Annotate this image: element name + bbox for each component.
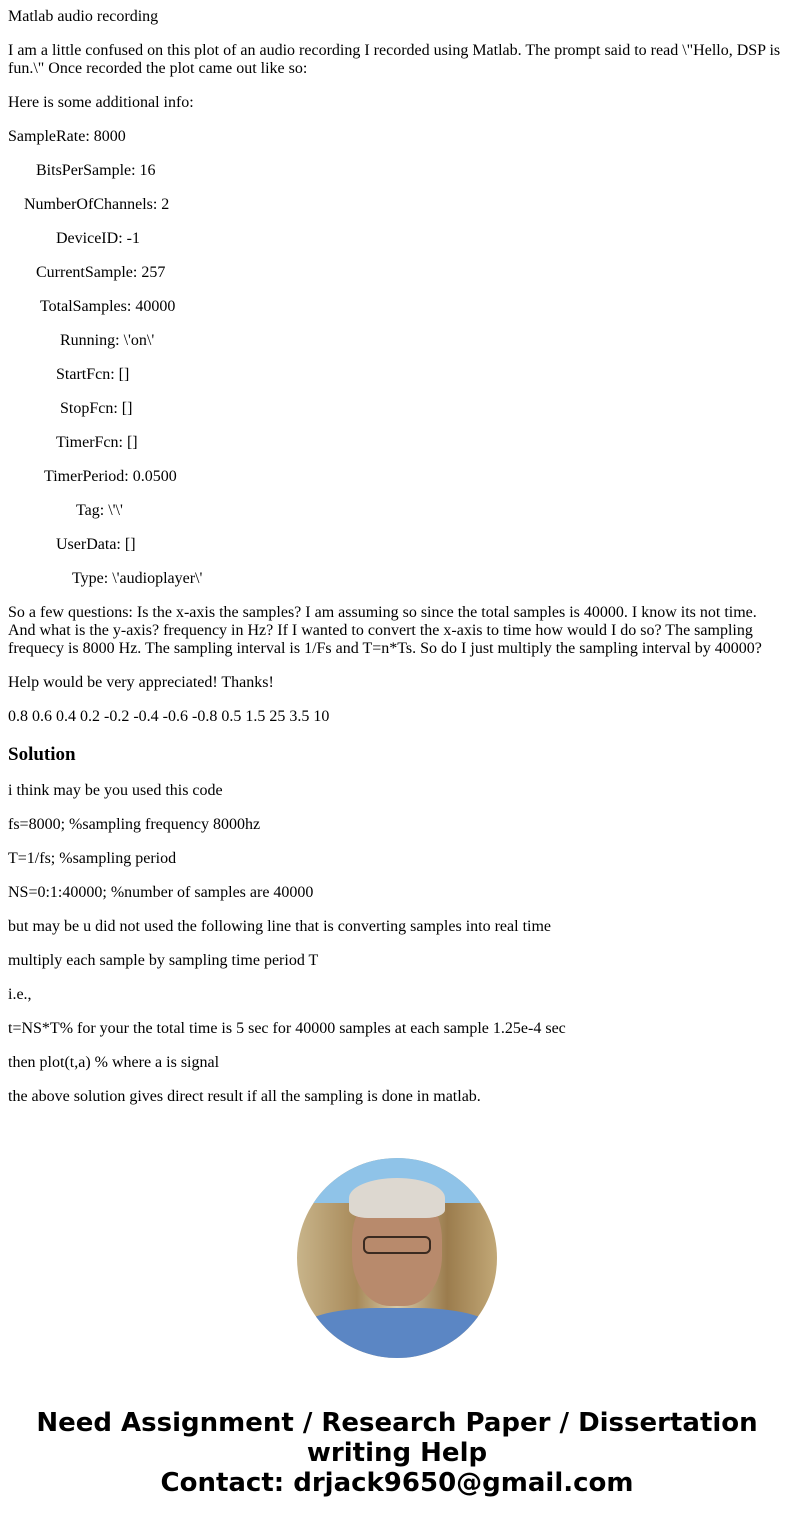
info-item: TimerPeriod: 0.0500 bbox=[44, 468, 177, 485]
footer-banner bbox=[0, 1408, 794, 1498]
solution-line: i think may be you used this code bbox=[8, 782, 223, 799]
additional-info-label: Here is some additional info: bbox=[8, 94, 194, 111]
plot-axis-values: 0.8 0.6 0.4 0.2 -0.2 -0.4 -0.6 -0.8 0.5 1.5 25 3.5 10 bbox=[8, 708, 330, 725]
question-body: So a few questions: Is the x-axis the samples? I am assuming so since the total samples is 40000. I know its not time. And what is the y-axis? frequency in Hz? If I wanted to convert the x-axis to time how would I do so? The sampling frequecy is 8000 Hz. The sampling interval is 1/Fs and T=n*Ts. So do I just multiply the sampling interval by 40000? bbox=[8, 604, 762, 657]
author-photo-container bbox=[0, 1158, 794, 1358]
solution-line: fs=8000; %sampling frequency 8000hz bbox=[8, 816, 261, 833]
info-item: TotalSamples: 40000 bbox=[40, 298, 176, 315]
info-item: BitsPerSample: 16 bbox=[36, 162, 156, 179]
solution-line: t=NS*T% for your the total time is 5 sec for 40000 samples at each sample 1.25e-4 sec bbox=[8, 1020, 566, 1037]
info-item: StartFcn: [] bbox=[56, 366, 130, 383]
question-title: Matlab audio recording bbox=[8, 8, 159, 25]
question-thanks: Help would be very appreciated! Thanks! bbox=[8, 674, 274, 691]
info-item: SampleRate: 8000 bbox=[8, 128, 126, 145]
solution-line: then plot(t,a) % where a is signal bbox=[8, 1054, 220, 1071]
solution-line: T=1/fs; %sampling period bbox=[8, 850, 177, 867]
solution-line: NS=0:1:40000; %number of samples are 40000 bbox=[8, 884, 314, 901]
solution-line: but may be u did not used the following line that is converting samples into real time bbox=[8, 918, 552, 935]
solution-line: multiply each sample by sampling time period T bbox=[8, 952, 319, 969]
glasses-icon bbox=[363, 1236, 431, 1254]
document bbox=[0, 8, 794, 1106]
solution-heading: Solution bbox=[8, 744, 76, 765]
solution-line: the above solution gives direct result if all the sampling is done in matlab. bbox=[8, 1088, 481, 1105]
footer-contact: Contact: drjack9650@gmail.com bbox=[160, 1468, 634, 1498]
info-item: DeviceID: -1 bbox=[56, 230, 140, 247]
info-item: StopFcn: [] bbox=[60, 400, 133, 417]
question-intro: I am a little confused on this plot of an audio recording I recorded using Matlab. The prompt said to read \"Hello, DSP is fun.\" Once recorded the plot came out like so: bbox=[8, 42, 781, 77]
info-item: TimerFcn: [] bbox=[56, 434, 138, 451]
info-item: Running: \'on\' bbox=[60, 332, 155, 349]
info-item: UserData: [] bbox=[56, 536, 136, 553]
info-item: CurrentSample: 257 bbox=[36, 264, 166, 281]
info-item: Type: \'audioplayer\' bbox=[72, 570, 203, 587]
info-item: Tag: \'\' bbox=[76, 502, 123, 519]
author-avatar bbox=[297, 1158, 497, 1358]
solution-line: i.e., bbox=[8, 986, 32, 1003]
footer-help-text: Need Assignment / Research Paper / Dissertation writing Help bbox=[36, 1408, 758, 1468]
info-item: NumberOfChannels: 2 bbox=[24, 196, 170, 213]
